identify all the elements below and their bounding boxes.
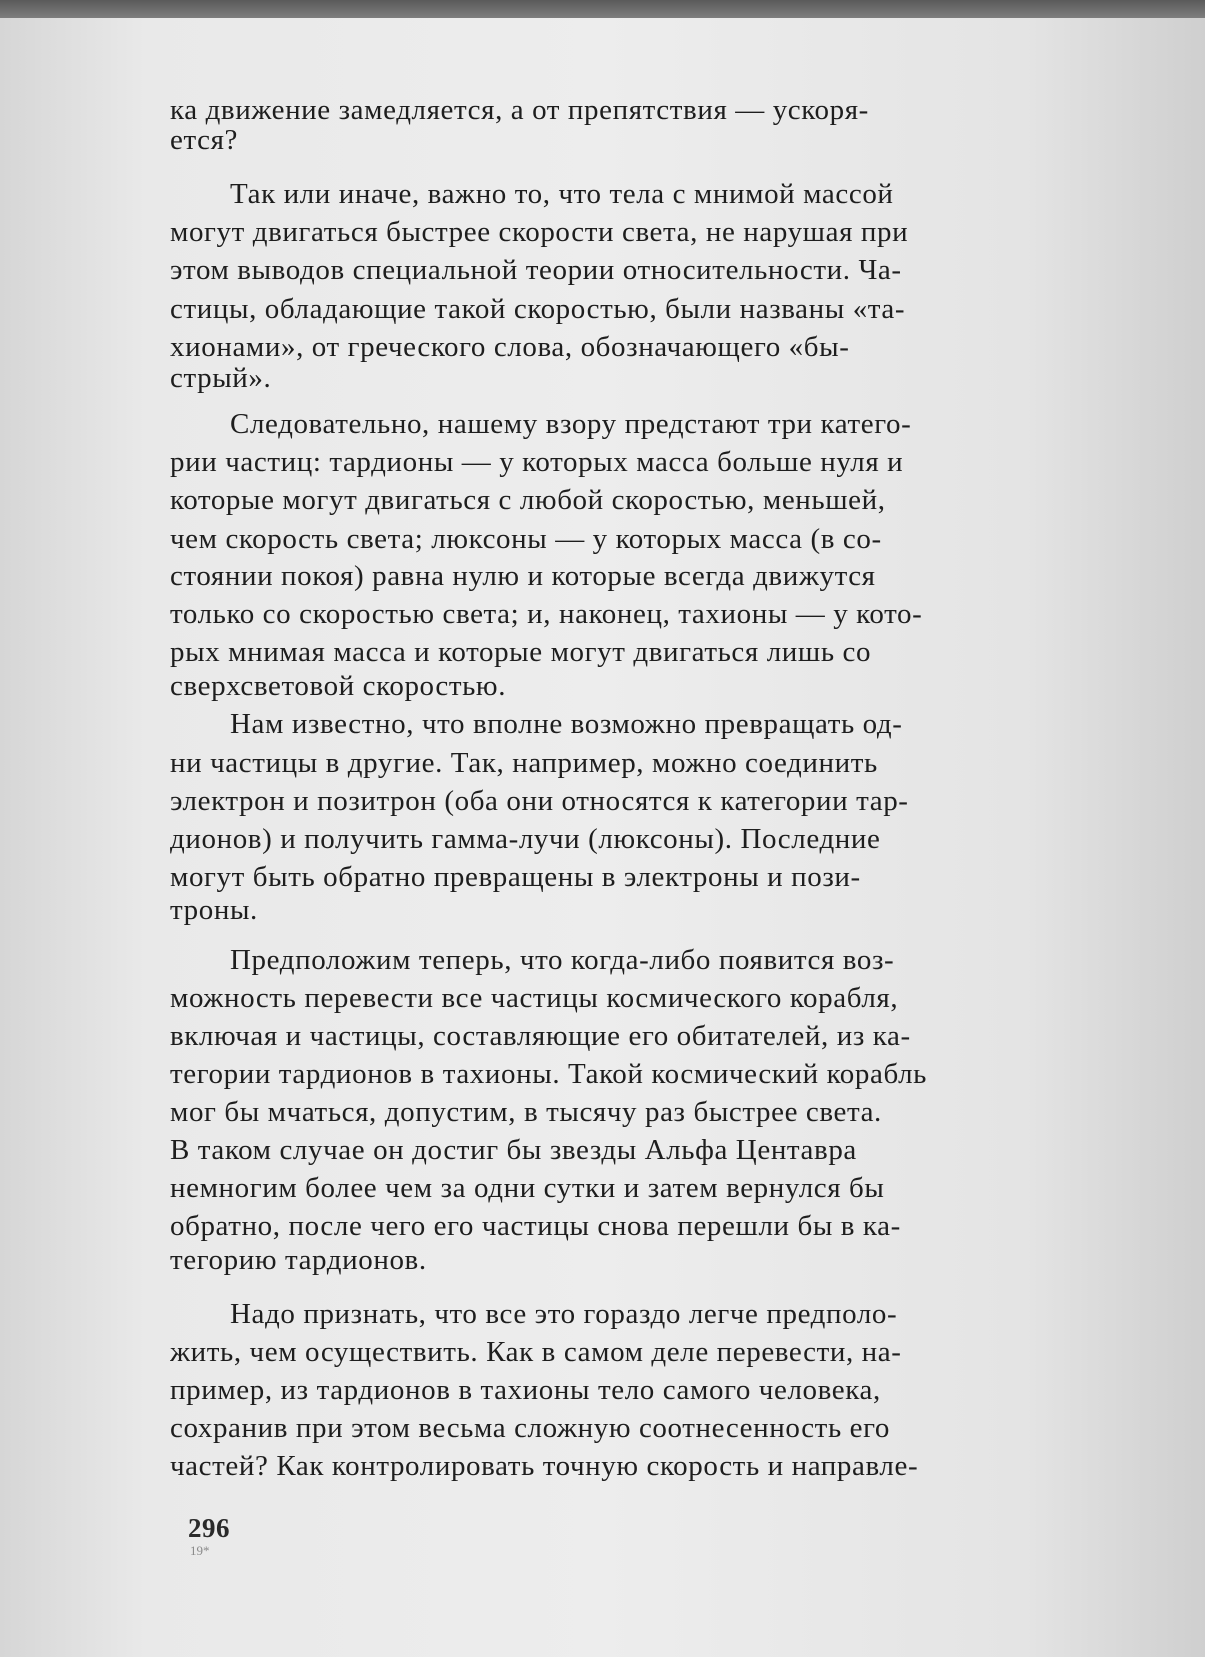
text-line: ка движение замедляется, а от препятствия — ускоря- [170,94,869,126]
text-line: троны. [170,894,258,926]
text-line: включая и частицы, составляющие его обитателей, из ка- [170,1020,911,1052]
text-line: тегорию тардионов. [170,1244,427,1276]
text-line: можность перевести все частицы космического корабля, [170,982,899,1014]
text-line: электрон и позитрон (оба они относятся к категории тар- [170,785,909,817]
text-line: В таком случае он достиг бы звезды Альфа Центавра [170,1134,857,1166]
paragraph-line-first: Предположим теперь, что когда-либо появится воз- [230,944,895,976]
text-line: рии частиц: тардионы — у которых масса больше нуля и [170,446,904,478]
text-line: могут быть обратно превращены в электроны и пози- [170,861,861,893]
text-line: жить, чем осуществить. Как в самом деле перевести, на- [170,1336,902,1368]
text-line: дионов) и получить гамма-лучи (люксоны). Последние [170,823,881,855]
text-line: мог бы мчаться, допустим, в тысячу раз быстрее света. [170,1096,882,1128]
text-line: ется? [170,124,238,156]
text-line: немногим более чем за одни сутки и затем вернулся бы [170,1172,885,1204]
text-line: которые могут двигаться с любой скоростью, меньшей, [170,484,886,516]
text-line: стицы, обладающие такой скоростью, были названы «та- [170,293,906,325]
page-number: 296 [188,1513,230,1543]
text-line: тегории тардионов в тахионы. Такой космический корабль [170,1058,928,1090]
text-line: сверхсветовой скоростью. [170,670,507,702]
text-line: могут двигаться быстрее скорости света, не нарушая при [170,216,909,248]
text-line: стрый». [170,362,272,394]
text-line: сохранив при этом весьма сложную соотнесенность его [170,1412,890,1444]
text-line: обратно, после чего его частицы снова перешли бы в ка- [170,1210,901,1242]
text-line: только со скоростью света; и, наконец, тахионы — у кото- [170,598,923,630]
text-line: рых мнимая масса и которые могут двигаться лишь со [170,636,872,668]
text-line: этом выводов специальной теории относительности. Ча- [170,254,902,286]
text-line: ни частицы в другие. Так, например, можно соединить [170,747,878,779]
text-line: чем скорость света; люксоны — у которых масса (в со- [170,523,882,555]
text-line: стоянии покоя) равна нулю и которые всегда движутся [170,560,876,592]
signature-mark: 19* [190,1543,210,1558]
paragraph-line-first: Надо признать, что все это гораздо легче предполо- [230,1298,898,1330]
text-line: хионами», от греческого слова, обозначающего «бы- [170,331,850,363]
text-line: пример, из тардионов в тахионы тело самого человека, [170,1374,881,1406]
text-line: частей? Как контролировать точную скорость и направле- [170,1450,919,1482]
paragraph-line-first: Нам известно, что вполне возможно превращать од- [230,708,903,740]
paragraph-line-first: Так или иначе, важно то, что тела с мнимой массой [230,178,894,210]
paragraph-line-first: Следовательно, нашему взору предстают три катего- [230,408,912,440]
book-page [0,18,1205,1657]
